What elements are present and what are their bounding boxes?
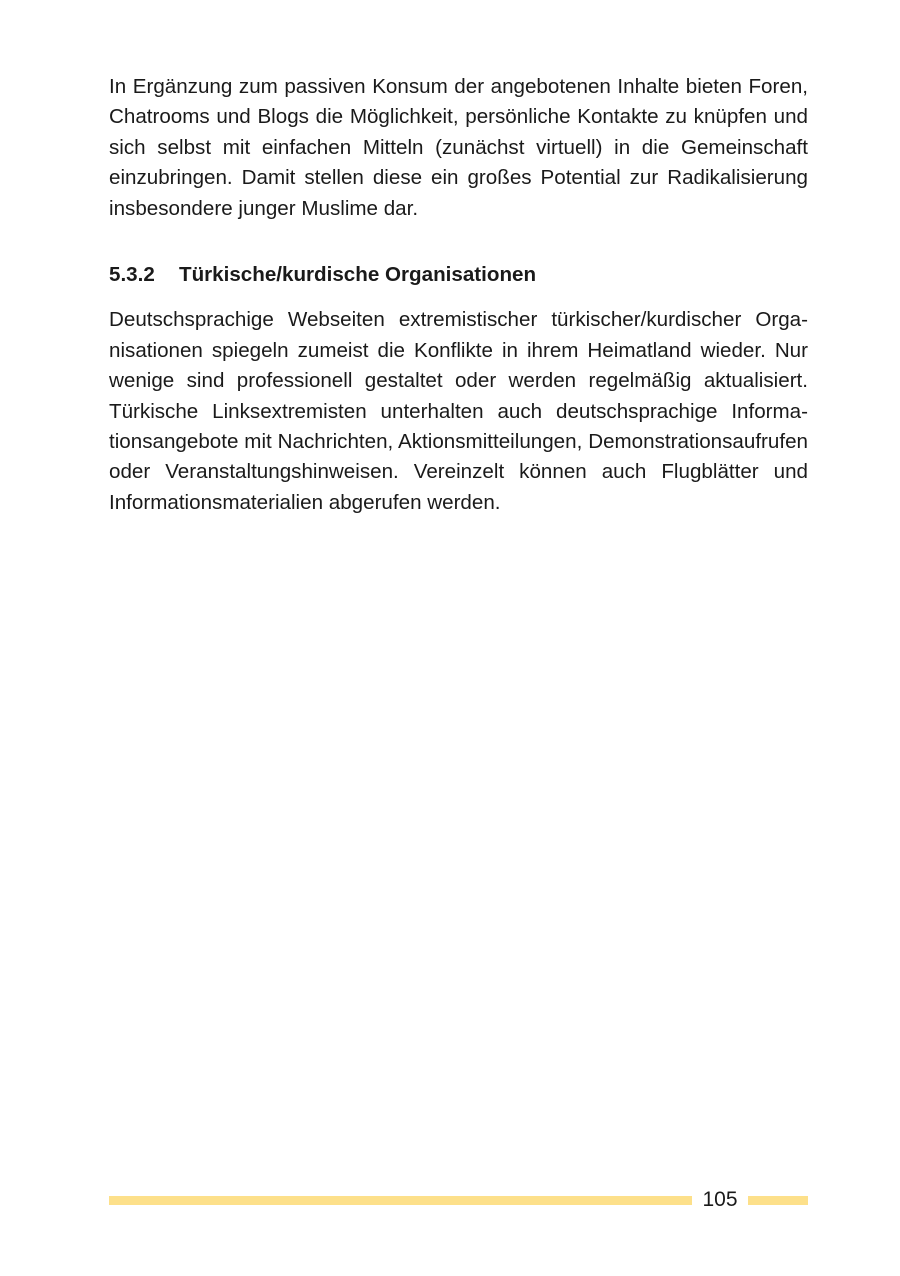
body-paragraph: Deutschsprachige Webseiten extremistischer türkischer/kurdischer Organisationen spiegeln zumeist die Konflikte in ihrem Heimatland wieder. Nur wenige sind professionell gestaltet oder werden regelmäßig aktualisiert. Türkische Linksextremisten unterhalten auch deutschsprachige Informationsangebote mit Nachrichten, Aktionsmitteilungen, Demonstrationsaufrufen oder Veranstaltungshinweisen. Vereinzelt können auch Flugblätter und Informationsmaterialien abgerufen werden.: [109, 308, 808, 514]
section-number: 5.3.2: [109, 263, 155, 287]
section-title: Türkische/kurdische Organisationen: [179, 263, 537, 287]
page-content: [109, 72, 808, 518]
footer-accent-bar-left: [109, 1196, 692, 1205]
page-footer: [109, 1186, 808, 1216]
footer-accent-bar-right: [748, 1196, 808, 1205]
intro-paragraph: In Ergänzung zum passiven Konsum der angebotenen Inhalte bieten Foren, Chatrooms und Blogs die Möglichkeit, persönliche Kontakte zu knüpfen und sich selbst mit einfachen Mitteln (zunächst virtuell) in die Gemeinschaft einzubringen. Damit stellen diese ein großes Potential zur Radikalisierung insbesondere junger Muslime dar.: [109, 75, 808, 220]
section-heading: [109, 260, 808, 290]
page-number: 105: [702, 1188, 738, 1211]
